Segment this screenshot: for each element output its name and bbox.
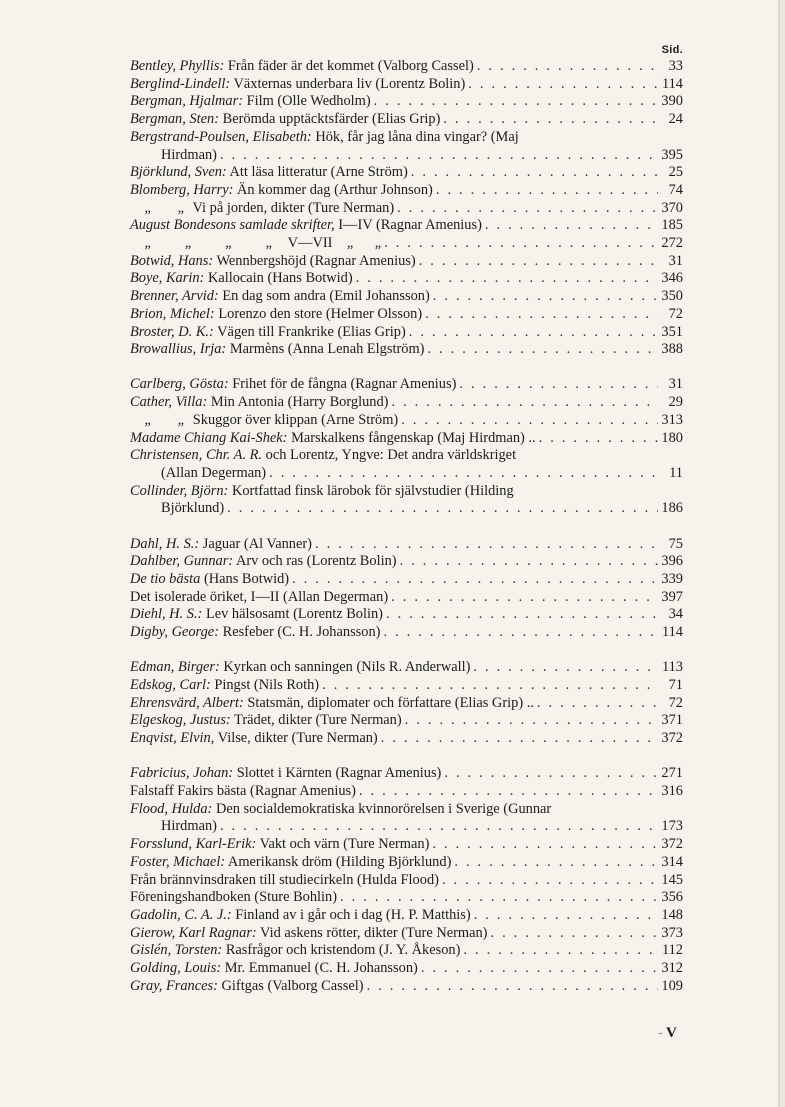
entry-title: Min Antonia (Harry Borglund) bbox=[207, 394, 389, 411]
index-entry bbox=[130, 783, 683, 801]
index-entry bbox=[130, 978, 683, 996]
entry-page-number: 372 bbox=[661, 836, 683, 853]
entry-author: Madame Chiang Kai-Shek: bbox=[130, 429, 288, 446]
dot-leader bbox=[384, 235, 658, 253]
dot-leader bbox=[459, 376, 658, 394]
index-entry bbox=[130, 960, 683, 978]
index-entry bbox=[130, 394, 683, 412]
entry-title: Film (Olle Wedholm) bbox=[242, 93, 371, 110]
entry-title: Från brännvinsdraken till studiecirkeln (Hulda Flood) bbox=[130, 871, 439, 888]
entry-author: Berglind-Lindell: bbox=[130, 75, 231, 92]
entry-author: Digby, George: bbox=[130, 624, 219, 641]
entry-author: Ehrensvärd, Albert: bbox=[130, 694, 244, 711]
entry-page-number: 71 bbox=[668, 677, 683, 693]
entry-title: Falstaff Fakirs bästa (Ragnar Amenius) bbox=[130, 783, 356, 800]
entry-page-number: 186 bbox=[661, 500, 683, 517]
entry-page-number: 396 bbox=[661, 553, 683, 570]
index-entry bbox=[130, 217, 683, 235]
entry-author: Enqvist, Elvin, bbox=[130, 730, 215, 747]
entry-title: V—VII „ „ bbox=[273, 235, 382, 252]
entry-page-number: 395 bbox=[661, 146, 683, 163]
dot-leader bbox=[340, 889, 658, 907]
entry-title: Att läsa litteratur (Arne Ström) bbox=[226, 164, 408, 181]
entry-page-number: 148 bbox=[661, 906, 683, 923]
dot-leader bbox=[432, 836, 658, 854]
dot-leader bbox=[356, 270, 658, 288]
dot-leader bbox=[411, 164, 658, 182]
dot-leader bbox=[433, 288, 658, 306]
entry-title: Jaguar (Al Vanner) bbox=[199, 535, 312, 552]
index-entry bbox=[130, 483, 683, 518]
index-entry bbox=[130, 695, 683, 713]
entry-author: Browallius, Irja: bbox=[130, 341, 227, 358]
index-entry bbox=[130, 412, 683, 430]
entry-page-number: 372 bbox=[661, 730, 683, 747]
entry-author: August Bondesons samlade skrifter, bbox=[130, 217, 335, 234]
index-entry bbox=[130, 925, 683, 943]
entry-page-number: 25 bbox=[668, 164, 683, 181]
entry-author: Gierow, Karl Ragnar: bbox=[130, 924, 257, 941]
entry-title: Marskalkens fångenskap (Maj Hirdman) .. bbox=[287, 429, 536, 446]
dot-leader bbox=[539, 430, 658, 448]
dot-leader bbox=[322, 677, 658, 695]
entry-page-number: 373 bbox=[661, 924, 683, 941]
entry-author: Brenner, Arvid: bbox=[130, 288, 219, 305]
dot-leader bbox=[292, 571, 658, 589]
entry-title: Vakt och värn (Ture Nerman) bbox=[256, 836, 430, 853]
entry-author: „ „ „ „ bbox=[130, 235, 274, 252]
dot-leader bbox=[405, 712, 658, 730]
entry-page-number: 75 bbox=[668, 535, 683, 552]
dot-leader bbox=[397, 200, 658, 218]
entry-page-number: 272 bbox=[661, 235, 683, 252]
entry-title: Lev hälsosamt (Lorentz Bolin) bbox=[202, 606, 383, 623]
group-separator bbox=[130, 518, 683, 536]
index-entry bbox=[130, 765, 683, 783]
entry-title-continuation: (Allan Degerman) bbox=[161, 464, 267, 481]
entry-title: Vid askens rötter, dikter (Ture Nerman) bbox=[256, 924, 488, 941]
index-entry bbox=[130, 553, 683, 571]
index-entry bbox=[130, 889, 683, 907]
entry-title: Mr. Emmanuel (C. H. Johansson) bbox=[221, 960, 418, 977]
entry-page-number: 33 bbox=[668, 58, 683, 74]
entry-title: Hök, får jag låna dina vingar? (Maj bbox=[311, 128, 519, 145]
dot-leader bbox=[490, 925, 658, 943]
entry-page-number: 31 bbox=[668, 252, 683, 269]
entry-author: Foster, Michael: bbox=[130, 853, 226, 870]
index-entry bbox=[130, 677, 683, 695]
entry-title: Statsmän, diplomater och författare (Elias Grip) .. bbox=[243, 694, 534, 711]
dot-leader bbox=[443, 111, 658, 129]
index-entry bbox=[130, 253, 683, 271]
entry-page-number: 370 bbox=[661, 199, 683, 216]
entry-title: Skuggor över klippan (Arne Ström) bbox=[185, 411, 399, 428]
dot-leader bbox=[421, 960, 658, 978]
dot-leader bbox=[474, 907, 658, 925]
entry-title: Pingst (Nils Roth) bbox=[210, 677, 320, 693]
entry-title: Lorenzo den store (Helmer Olsson) bbox=[214, 305, 423, 322]
entry-title: Kortfattad finsk lärobok för självstudier (Hilding bbox=[228, 482, 514, 499]
entry-title: Berömda upptäcktsfärder (Elias Grip) bbox=[219, 111, 441, 128]
index-entry bbox=[130, 536, 683, 554]
index-entry bbox=[130, 270, 683, 288]
entry-title: Frihet för de fångna (Ragnar Amenius) bbox=[228, 376, 457, 393]
entry-page-number: 271 bbox=[661, 765, 683, 782]
entry-title: Marmèns (Anna Lenah Elgström) bbox=[226, 341, 425, 358]
index-entry bbox=[130, 182, 683, 200]
entry-title: (Hans Botwid) bbox=[200, 570, 290, 587]
entry-author: Brion, Michel: bbox=[130, 305, 215, 322]
index-entry bbox=[130, 288, 683, 306]
entry-title: Trädet, dikter (Ture Nerman) bbox=[230, 712, 402, 729]
entry-page-number: 339 bbox=[661, 570, 683, 587]
entry-author: Golding, Louis: bbox=[130, 960, 222, 977]
entry-author: Botwid, Hans: bbox=[130, 252, 214, 269]
entry-title: Giftgas (Valborg Cassel) bbox=[217, 977, 364, 994]
entry-page-number: 313 bbox=[661, 411, 683, 428]
entry-title: Än kommer dag (Arthur Johnson) bbox=[233, 181, 433, 198]
entry-page-number: 397 bbox=[661, 588, 683, 605]
entry-title: Vi på jorden, dikter (Ture Nerman) bbox=[185, 199, 395, 216]
dot-leader bbox=[386, 606, 658, 624]
entry-page-number: 346 bbox=[661, 270, 683, 287]
index-entry bbox=[130, 659, 683, 677]
dot-leader bbox=[401, 412, 658, 430]
entry-page-number: 24 bbox=[668, 111, 683, 128]
entry-title: Finland av i går och i dag (H. P. Matthis) bbox=[231, 906, 471, 923]
entry-title: Slottet i Kärnten (Ragnar Amenius) bbox=[233, 765, 442, 782]
entry-author: Flood, Hulda: bbox=[130, 800, 213, 817]
group-separator bbox=[130, 642, 683, 660]
entry-author: Björklund, Sven: bbox=[130, 164, 227, 181]
entry-title: Föreningshandboken (Sture Bohlin) bbox=[130, 889, 338, 906]
page-column-label: Sid. bbox=[661, 44, 683, 56]
entry-author: Gadolin, C. A. J.: bbox=[130, 906, 232, 923]
index-entry bbox=[130, 836, 683, 854]
index-entry bbox=[130, 907, 683, 925]
entry-page-number: 185 bbox=[661, 217, 683, 234]
entry-page-number: 72 bbox=[668, 694, 683, 711]
dot-leader bbox=[383, 624, 658, 642]
dot-leader bbox=[473, 659, 658, 677]
dot-leader bbox=[367, 978, 658, 996]
entry-page-number: 350 bbox=[661, 288, 683, 305]
index-entry bbox=[130, 76, 683, 94]
index-entry bbox=[130, 430, 683, 448]
dot-leader bbox=[400, 553, 658, 571]
entry-author: Fabricius, Johan: bbox=[130, 765, 234, 782]
entry-author: Collinder, Björn: bbox=[130, 482, 229, 499]
index-entry bbox=[130, 712, 683, 730]
entry-title: Arv och ras (Lorentz Bolin) bbox=[233, 553, 397, 570]
entry-author: „ „ bbox=[130, 199, 186, 216]
entry-title-continuation: Hirdman) bbox=[161, 818, 217, 835]
entry-page-number: 390 bbox=[661, 93, 683, 110]
entry-title: Växternas underbara liv (Lorentz Bolin) bbox=[230, 75, 466, 92]
entry-page-number: 109 bbox=[661, 977, 683, 994]
entry-title: Vägen till Frankrike (Elias Grip) bbox=[213, 323, 406, 340]
index-entry bbox=[130, 606, 683, 624]
index-entry bbox=[130, 341, 683, 359]
entry-page-number: 11 bbox=[669, 464, 683, 481]
entry-page-number: 388 bbox=[661, 341, 683, 358]
entry-author: Bergman, Hjalmar: bbox=[130, 93, 243, 110]
entry-author: Boye, Karin: bbox=[130, 270, 205, 287]
entry-author: Edskog, Carl: bbox=[130, 677, 211, 693]
index-entry bbox=[130, 447, 683, 482]
entry-title-continuation: Björklund) bbox=[161, 500, 225, 517]
entry-author: Cather, Villa: bbox=[130, 394, 208, 411]
entry-page-number: 112 bbox=[661, 942, 683, 959]
dot-leader bbox=[468, 76, 658, 94]
index-entry bbox=[130, 854, 683, 872]
entry-page-number: 145 bbox=[661, 871, 683, 888]
dot-leader bbox=[485, 217, 658, 235]
dot-leader bbox=[391, 589, 658, 607]
dot-leader bbox=[444, 765, 658, 783]
index-entry bbox=[130, 306, 683, 324]
dot-leader bbox=[419, 253, 658, 271]
dot-leader bbox=[427, 341, 658, 359]
entry-page-number: 29 bbox=[668, 394, 683, 411]
entry-author: Bentley, Phyllis: bbox=[130, 58, 225, 74]
dot-leader bbox=[477, 58, 658, 76]
entry-author: Gislén, Torsten: bbox=[130, 942, 223, 959]
entry-page-number: 74 bbox=[668, 181, 683, 198]
index-entry bbox=[130, 571, 683, 589]
entry-title: Rasfrågor och kristendom (J. Y. Åkeson) bbox=[222, 942, 461, 959]
entry-page-number: 173 bbox=[661, 818, 683, 835]
dot-leader bbox=[391, 394, 658, 412]
group-separator bbox=[130, 359, 683, 377]
entry-page-number: 34 bbox=[668, 606, 683, 623]
entry-page-number: 351 bbox=[661, 323, 683, 340]
index-entry bbox=[130, 324, 683, 342]
entry-page-number: 114 bbox=[661, 624, 683, 641]
dot-leader bbox=[436, 182, 658, 200]
entry-author: Elgeskog, Justus: bbox=[130, 712, 231, 729]
entry-title: Amerikansk dröm (Hilding Björklund) bbox=[225, 853, 452, 870]
entry-page-number: 356 bbox=[661, 889, 683, 906]
entry-title-continuation: Hirdman) bbox=[161, 146, 217, 163]
entry-author: Dahl, H. S.: bbox=[130, 535, 200, 552]
index-entry bbox=[130, 624, 683, 642]
entry-author: Edman, Birger: bbox=[130, 659, 220, 676]
entry-author: Blomberg, Harry: bbox=[130, 181, 234, 198]
index-entry bbox=[130, 111, 683, 129]
entry-author: „ „ bbox=[130, 411, 186, 428]
dot-leader bbox=[227, 500, 658, 518]
dot-leader bbox=[374, 93, 658, 111]
dot-leader bbox=[315, 536, 658, 554]
entry-page-number: 72 bbox=[668, 305, 683, 322]
entry-page-number: 113 bbox=[661, 659, 683, 676]
index-entry bbox=[130, 164, 683, 182]
index-entry bbox=[130, 942, 683, 960]
index-entry bbox=[130, 93, 683, 111]
entry-title: Från fäder är det kommet (Valborg Cassel) bbox=[224, 58, 474, 74]
dot-leader bbox=[269, 465, 658, 483]
dot-leader bbox=[220, 818, 658, 836]
entry-author: Christensen, Chr. A. R. bbox=[130, 447, 263, 464]
dot-leader bbox=[463, 942, 658, 960]
dot-leader bbox=[454, 854, 658, 872]
entry-title: En dag som andra (Emil Johansson) bbox=[218, 288, 430, 305]
entry-page-number: 316 bbox=[661, 783, 683, 800]
entry-page-number: 180 bbox=[661, 429, 683, 446]
dot-leader bbox=[220, 147, 658, 165]
index-entry bbox=[130, 235, 683, 253]
entry-title: och Lorentz, Yngve: Det andra världskriget bbox=[262, 447, 517, 464]
dot-leader bbox=[442, 872, 658, 890]
index-entry bbox=[130, 200, 683, 218]
entry-page-number: 31 bbox=[668, 376, 683, 393]
entry-author: Gray, Frances: bbox=[130, 977, 218, 994]
entry-title: Det isolerade öriket, I—II (Allan Degerman) bbox=[130, 588, 389, 605]
entry-title: Kallocain (Hans Botwid) bbox=[204, 270, 353, 287]
folio-page-number: - V bbox=[658, 1025, 678, 1041]
dot-leader bbox=[381, 730, 658, 748]
entry-page-number: 314 bbox=[661, 853, 683, 870]
entry-author: Carlberg, Gösta: bbox=[130, 376, 229, 393]
index-entry bbox=[130, 589, 683, 607]
index-entry bbox=[130, 58, 683, 76]
author-index-list bbox=[130, 58, 683, 995]
index-entry bbox=[130, 872, 683, 890]
entry-author: Broster, D. K.: bbox=[130, 323, 214, 340]
entry-title: Wennbergshöjd (Ragnar Amenius) bbox=[213, 252, 416, 269]
entry-author: Forsslund, Karl-Erik: bbox=[130, 836, 257, 853]
entry-author: Diehl, H. S.: bbox=[130, 606, 203, 623]
entry-page-number: 114 bbox=[661, 75, 683, 92]
entry-title: Kyrkan och sanningen (Nils R. Anderwall) bbox=[219, 659, 471, 676]
entry-title: Vilse, dikter (Ture Nerman) bbox=[214, 730, 378, 747]
dot-leader bbox=[409, 324, 658, 342]
entry-author: Bergstrand-Poulsen, Elisabeth: bbox=[130, 128, 312, 145]
group-separator bbox=[130, 748, 683, 766]
dot-leader bbox=[425, 306, 658, 324]
index-entry bbox=[130, 129, 683, 164]
entry-author: De tio bästa bbox=[130, 570, 201, 587]
dot-leader bbox=[537, 695, 658, 713]
entry-title: Den socialdemokratiska kvinnorörelsen i Sverige (Gunnar bbox=[212, 800, 552, 817]
entry-title: I—IV (Ragnar Amenius) bbox=[334, 217, 482, 234]
entry-title: Resfeber (C. H. Johansson) bbox=[219, 624, 381, 641]
entry-author: Dahlber, Gunnar: bbox=[130, 553, 234, 570]
entry-page-number: 371 bbox=[661, 712, 683, 729]
index-entry bbox=[130, 730, 683, 748]
index-entry bbox=[130, 376, 683, 394]
entry-author: Bergman, Sten: bbox=[130, 111, 219, 128]
index-entry bbox=[130, 801, 683, 836]
entry-page-number: 312 bbox=[661, 960, 683, 977]
dot-leader bbox=[359, 783, 658, 801]
